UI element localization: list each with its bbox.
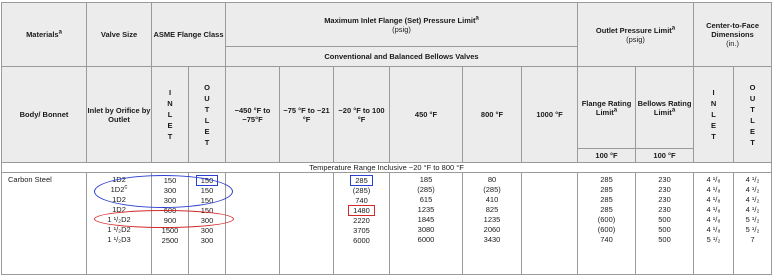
rating-cell: (600) <box>597 215 616 224</box>
bellows-rating-temp: 100 °F <box>636 149 694 163</box>
dimension-cell: 5 ¹/₂ <box>706 235 721 244</box>
inlet-class-cell: 900 <box>163 216 177 225</box>
pressure-cell-highlighted: 1480 <box>348 205 375 216</box>
materials-header: Materials$^a$ <box>2 3 87 67</box>
temp-col-450: 450 °F <box>390 67 463 163</box>
pressure-cell: 1845 <box>417 215 435 224</box>
pressure-cell: (285) <box>483 185 501 194</box>
temp-800-col <box>463 173 522 275</box>
outlet-vertical-header: O U T L E T <box>189 67 226 163</box>
temp-minus450-col <box>226 173 280 275</box>
conventional-bellows-header: Conventional and Balanced Bellows Valves <box>226 47 578 67</box>
inlet-vertical-header: I N L E T <box>152 67 189 163</box>
rating-cell: 230 <box>658 185 671 194</box>
c2f-outlet-col <box>734 173 772 275</box>
pressure-cell: 6000 <box>417 235 435 244</box>
pressure-cell: 3430 <box>483 235 501 244</box>
carbon-steel-band <box>2 173 772 275</box>
inlet-class-cell: 600 <box>163 206 177 215</box>
rating-cell: 500 <box>658 215 671 224</box>
pressure-cell-highlighted: 285 <box>350 175 373 186</box>
flange-rating-header: Flange Rating Limit$^a$ <box>578 67 636 149</box>
rating-cell: 230 <box>658 175 671 184</box>
valve-size-col <box>87 173 152 275</box>
inlet-class-cell: 1500 <box>161 226 179 235</box>
pressure-cell: 615 <box>419 195 433 204</box>
inlet-class-col <box>152 173 189 275</box>
outlet-class-cell: 150 <box>200 206 214 215</box>
inlet-class-cell: 150 <box>163 176 177 185</box>
size-cell: 1D2 <box>112 205 126 214</box>
dimension-cell: 4 ¹/₂ <box>745 195 760 204</box>
outlet-pressure-limit-header: Outlet Pressure Limit$^a$ (psig) <box>578 3 694 67</box>
temp-col-1000: 1000 °F <box>522 67 578 163</box>
pressure-cell: 740 <box>355 196 368 205</box>
inlet-class-cell: 300 <box>163 196 177 205</box>
pressure-cell: 2220 <box>353 216 370 225</box>
temp-minus20-col <box>334 173 390 275</box>
pressure-cell: 2060 <box>483 225 501 234</box>
c2f-inlet-col <box>694 173 734 275</box>
asme-flange-class-header: ASME Flange Class <box>152 3 226 67</box>
pressure-cell: 3705 <box>353 226 370 235</box>
temp-col-minus450: −450 °F to −75°F <box>226 67 280 163</box>
inlet-class-cell: 300 <box>163 186 177 195</box>
outlet-class-cell: 300 <box>200 216 214 225</box>
dimension-cell: 4 ¹/₈ <box>706 225 721 234</box>
pressure-limit-table <box>1 2 772 275</box>
rating-cell: 230 <box>658 205 671 214</box>
center-to-face-header: Center-to-Face Dimensions (in.) <box>694 3 772 67</box>
pressure-cell: 1235 <box>483 215 501 224</box>
c2f-inlet-vertical-header: I N L E T <box>694 67 734 163</box>
rating-cell: 500 <box>658 225 671 234</box>
rating-cell: 285 <box>600 175 613 184</box>
rating-cell: 285 <box>600 195 613 204</box>
body-bonnet-header: Body/ Bonnet <box>2 67 87 163</box>
size-cell: 1 ¹/₂D3 <box>107 235 131 244</box>
temp-col-800: 800 °F <box>463 67 522 163</box>
pressure-cell: 410 <box>485 195 499 204</box>
rating-cell: 500 <box>658 235 671 244</box>
outlet-class-cell-highlighted: 150 <box>196 175 219 186</box>
temp-450-col <box>390 173 463 275</box>
pressure-cell: 3080 <box>417 225 435 234</box>
rating-cell: 740 <box>600 235 613 244</box>
temp-col-minus20: −20 °F to 100 °F <box>334 67 390 163</box>
rating-cell: 230 <box>658 195 671 204</box>
dimension-cell: 4 ¹/₈ <box>706 205 721 214</box>
inlet-class-cell: 2500 <box>161 236 179 245</box>
max-inlet-pressure-header: Maximum Inlet Flange (Set) Pressure Limit$^a$ (psig) <box>226 3 578 47</box>
pressure-cell: 80 <box>487 175 497 184</box>
outlet-class-cell: 150 <box>200 186 214 195</box>
pressure-cell: 185 <box>419 175 433 184</box>
dimension-cell: 4 ¹/₂ <box>745 205 760 214</box>
outlet-class-cell: 300 <box>200 236 214 245</box>
valve-size-header: Valve Size <box>87 3 152 67</box>
temp-col-minus75: −75 °F to −21 °F <box>280 67 334 163</box>
dimension-cell: 4 ¹/₈ <box>706 195 721 204</box>
rating-cell: 285 <box>600 205 613 214</box>
flange-rating-temp: 100 °F <box>578 149 636 163</box>
size-cell: 1 ¹/₂D2 <box>107 215 131 224</box>
dimension-cell: 5 ¹/₂ <box>745 225 760 234</box>
rating-cell: (600) <box>597 225 616 234</box>
pressure-cell: 825 <box>485 205 499 214</box>
pressure-cell: 1235 <box>417 205 435 214</box>
inlet-orifice-outlet-header: Inlet by Orifice by Outlet <box>87 67 152 163</box>
temperature-range-row: Temperature Range Inclusive −20 °F to 800 °F <box>2 163 772 173</box>
dimension-cell: 4 ¹/₈ <box>706 215 721 224</box>
c2f-outlet-vertical-header: O U T L E T <box>734 67 772 163</box>
bellows-rating-col <box>636 173 694 275</box>
size-cell: 1D2 <box>112 195 126 204</box>
pressure-cell: (285) <box>352 186 371 195</box>
pressure-cell: 6000 <box>353 236 370 245</box>
material-label: Carbon Steel <box>8 175 52 184</box>
rating-cell: 285 <box>600 185 613 194</box>
outlet-class-cell: 150 <box>200 196 214 205</box>
outlet-class-col <box>189 173 226 275</box>
dimension-cell: 4 ¹/₂ <box>745 185 760 194</box>
temp-1000-col <box>522 173 578 275</box>
size-cell: 1 ¹/₂D2 <box>107 225 131 234</box>
flange-rating-col <box>578 173 636 275</box>
dimension-cell: 7 <box>750 235 755 244</box>
pressure-cell: (285) <box>417 185 435 194</box>
temp-minus75-col <box>280 173 334 275</box>
dimension-cell: 4 ¹/₈ <box>706 175 721 184</box>
size-cell: 1D2$^c$ <box>110 184 128 194</box>
dimension-cell: 5 ¹/₂ <box>745 215 760 224</box>
outlet-class-cell: 300 <box>200 226 214 235</box>
bellows-rating-header: Bellows Rating Limit$^a$ <box>636 67 694 149</box>
dimension-cell: 4 ¹/₈ <box>706 185 721 194</box>
dimension-cell: 4 ¹/₂ <box>745 175 760 184</box>
size-cell: 1D2 <box>112 175 126 184</box>
